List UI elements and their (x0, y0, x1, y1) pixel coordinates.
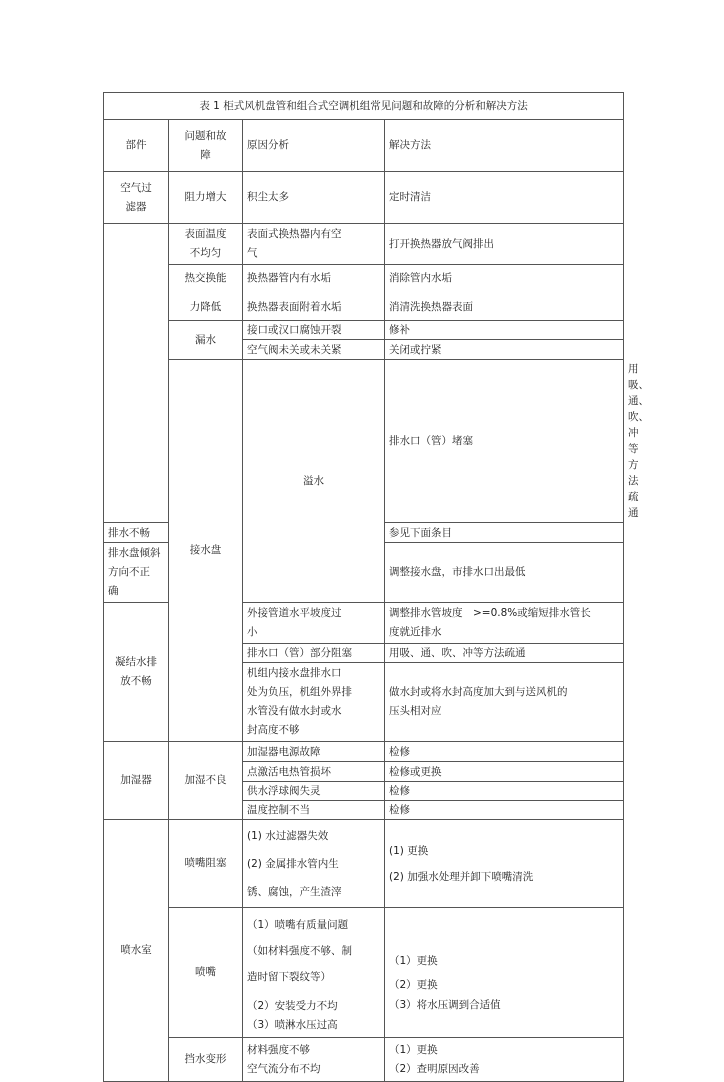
cause-cell: 外接管道水平坡度过 小 (243, 603, 385, 644)
cause-cell: 空气阀未关或未关紧 (243, 340, 385, 360)
solution-cell: (1) 更换 (2) 加强水处理并卸下喷嘴清洗 (385, 820, 624, 908)
table-row (104, 1038, 624, 1082)
solution-cell: 检修 (385, 742, 624, 762)
problem-cell: 热交换能 力降低 (169, 265, 243, 321)
cause-cell: 温度控制不当 (243, 801, 385, 820)
cause-cell: 积尘太多 (243, 172, 385, 224)
solution-cell: 调整接水盘，市排水口出最低 (385, 543, 624, 603)
header-problem: 问题和故 障 (169, 120, 243, 172)
header-part: 部件 (104, 120, 169, 172)
cause-cell: 表面式换热器内有空 气 (243, 224, 385, 265)
cause-cell: 排水盘倾斜方向不正 确 (104, 543, 169, 603)
problem-cell: 表面温度 不均匀 (169, 224, 243, 265)
cause-cell: 点激活电热管损坏 (243, 762, 385, 782)
header-cause: 原因分析 (243, 120, 385, 172)
solution-cell: 检修 (385, 782, 624, 801)
cause-cell: （1）喷嘴有质量问题 （如材料强度不够、制 造时留下裂纹等） （2）安装受力不均 （3）喷淋水压过高 (243, 908, 385, 1038)
solution-cell: 参见下面条目 (385, 523, 624, 543)
solution-cell: 修补 (385, 321, 624, 340)
problem-cell: 漏水 (169, 321, 243, 360)
header-row (104, 120, 624, 172)
cause-cell: 材料强度不够 空气流分布不均 (243, 1038, 385, 1082)
table-row (104, 908, 624, 1038)
solution-cell: 定时清洁 (385, 172, 624, 224)
solution-cell: 打开换热器放气阀排出 (385, 224, 624, 265)
table-title: 表 1 柜式风机盘管和组合式空调机组常见问题和故障的分析和解决方法 (104, 93, 624, 120)
cause-cell: 供水浮球阀失灵 (243, 782, 385, 801)
solution-cell: 消除管内水垢 消清洗换热器表面 (385, 265, 624, 321)
table-row (104, 224, 624, 265)
header-solution: 解决方法 (385, 120, 624, 172)
fault-analysis-table (103, 92, 650, 1082)
solution-cell: 调整排水管坡度 >=0.8%或缩短排水管长 度就近排水 (385, 603, 624, 644)
part-spray-chamber: 喷水室 (104, 820, 169, 1082)
cause-cell: 排水口（管）部分阻塞 (243, 644, 385, 663)
title-row (104, 93, 624, 120)
cause-cell: 排水口（管）堵塞 (385, 360, 624, 523)
table-row (104, 321, 624, 340)
solution-cell: （1）更换 （2）更换 （3）将水压调到合适值 (385, 908, 624, 1038)
problem-cell: 溢水 (243, 360, 385, 603)
cause-cell: 加湿器电源故障 (243, 742, 385, 762)
problem-cell: 喷嘴 (169, 908, 243, 1038)
table-row: 接水盘 溢水 排水口（管）堵塞 用吸、通、吹、冲等方法疏通 (104, 360, 624, 523)
table-row (104, 820, 624, 908)
problem-cell: 凝结水排 放不畅 (104, 603, 169, 742)
table-row (104, 265, 624, 321)
part-air-filter: 空气过 滤器 (104, 172, 169, 224)
part-humidifier: 加湿器 (104, 742, 169, 820)
solution-cell: 检修或更换 (385, 762, 624, 782)
part-drain-pan: 接水盘 (169, 360, 243, 742)
part-heat-exchanger (104, 224, 169, 523)
problem-cell: 阻力增大 (169, 172, 243, 224)
cause-cell: 接口或汉口腐蚀开裂 (243, 321, 385, 340)
table-row (104, 742, 624, 762)
solution-cell: 做水封或将水封高度加大到与送风机的 压头相对应 (385, 663, 624, 742)
problem-cell: 加湿不良 (169, 742, 243, 820)
cause-cell: 换热器管内有水垢 换热器表面附着水垢 (243, 265, 385, 321)
solution-cell: 关闭或拧紧 (385, 340, 624, 360)
solution-cell: 检修 (385, 801, 624, 820)
cause-cell: (1) 水过滤器失效 (2) 金属排水管内生 锈、腐蚀，产生渣滓 (243, 820, 385, 908)
cause-cell: 机组内接水盘排水口 处为负压，机组外界排 水管没有做水封或水 封高度不够 (243, 663, 385, 742)
problem-cell: 挡水变形 (169, 1038, 243, 1082)
solution-cell: （1）更换 （2）查明原因改善 (385, 1038, 624, 1082)
problem-cell: 喷嘴阻塞 (169, 820, 243, 908)
table-row (104, 172, 624, 224)
cause-cell: 排水不畅 (104, 523, 169, 543)
solution-cell: 用吸、通、吹、冲等方法疏通 (385, 644, 624, 663)
